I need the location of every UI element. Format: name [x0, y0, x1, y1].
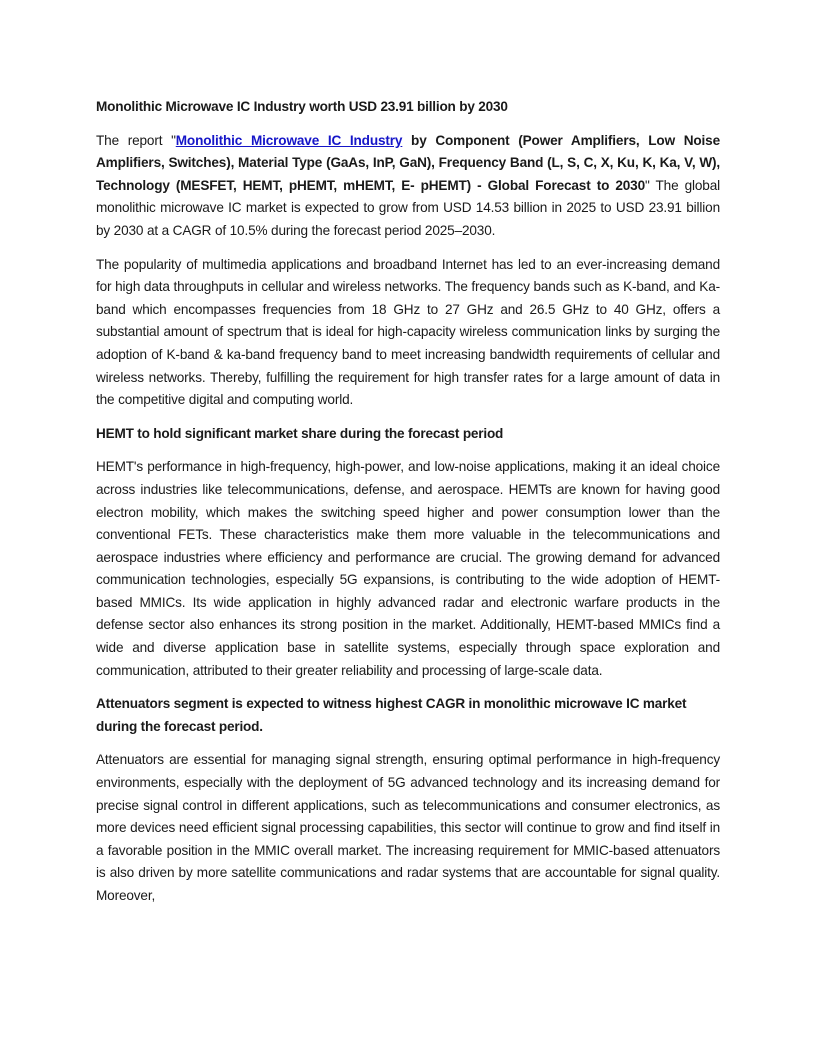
- intro-prefix: The report ": [96, 132, 176, 148]
- intro-paragraph: [96, 130, 720, 243]
- document-title: Monolithic Microwave IC Industry worth USD 23.91 billion by 2030: [96, 99, 508, 114]
- intro-report-title: by Component (Power Amplifiers, Low Noise Amplifiers, Switches), Material Type (GaAs, InP, GaN), Frequency Band (L, S, C, X, Ku, K, Ka, V, W), Technology (MESFET, HEMT, pHEMT, mHEMT, E- pHEMT) - Global Forecast to 2030: [96, 132, 720, 193]
- intro-rest: The global monolithic microwave IC market is expected to grow from USD 14.53 billion in 2025 to USD 23.91 billion by 2030 at a CAGR of 10.5% during the forecast period 2025–2030.: [96, 177, 720, 238]
- hemt-section-heading: HEMT to hold significant market share during the forecast period: [96, 425, 504, 441]
- hemt-section-body: HEMT's performance in high-frequency, high-power, and low-noise applications, making it an ideal choice across industries like telecommunications, defense, and aerospace. HEMTs are known for having good electron mobility, which makes the switching speed higher and power consumption lower than the conventional FETs. These characteristics make them more valuable in the telecommunications and aerospace industries where efficiency and performance are crucial. The growing demand for advanced communication technologies, especially 5G expansions, is contributing to the wide adoption of HEMT-based MMICs. Its wide application in highly advanced radar and electronic warfare products in the defense sector also enhances its strong position in the market. Additionally, HEMT-based MMICs find a wide and diverse application base in satellite systems, especially through space exploration and communication, attributed to their greater reliability and processing of large-scale data.: [96, 459, 720, 678]
- report-link[interactable]: Monolithic Microwave IC Industry: [175, 132, 403, 148]
- attenuators-section-heading: Attenuators segment is expected to witness highest CAGR in monolithic microwave IC market during the forecast period.: [96, 696, 687, 734]
- attenuators-section-body: Attenuators are essential for managing signal strength, ensuring optimal performance in high-frequency environments, especially with the deployment of 5G advanced technology and its increasing demand for precise signal control in different applications, such as telecommunications and consumer electronics, as more devices need efficient signal processing capabilities, this sector will continue to grow and find itself in a favorable position in the MMIC overall market. The increasing requirement for MMIC-based attenuators is also driven by more satellite communications and radar systems that are accountable for signal quality. Moreover,: [96, 752, 720, 903]
- frequency-band-paragraph: The popularity of multimedia applications and broadband Internet has led to an ever-increasing demand for high data throughputs in cellular and wireless networks. The frequency bands such as K-band, and Ka- band which encompasses frequencies from 18 GHz to 27 GHz and 26.5 GHz to 40 GHz, offers a substantial amount of spectrum that is ideal for high-capacity wireless communication links by surging the adoption of K-band & ka-band frequency band to meet increasing bandwidth requirements of cellular and wireless networks. Thereby, fulfilling the requirement for high transfer rates for a large amount of data in the competitive digital and computing world.: [96, 256, 720, 408]
- document-page: [96, 96, 720, 919]
- intro-quote-close: ": [644, 177, 650, 193]
